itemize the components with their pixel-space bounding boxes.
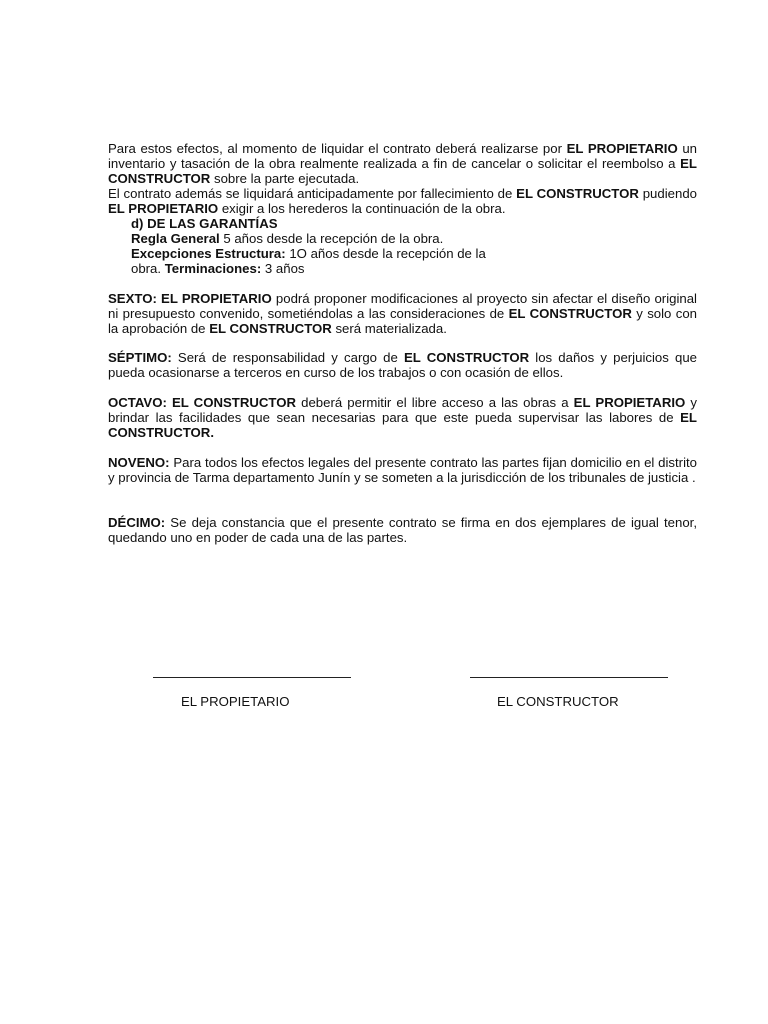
garantias-terminaciones-label: Terminaciones: xyxy=(164,261,262,276)
contractor-signature-line xyxy=(470,677,668,678)
garantias-general-text: 5 años desde la recepción de la obra. xyxy=(219,231,444,246)
contractor-party-name: EL CONSTRUCTOR xyxy=(516,186,639,201)
intro-text: Para estos efectos, al momento de liquidar el contrato deberá realizarse por xyxy=(108,141,567,156)
intro-text: sobre la parte ejecutada. xyxy=(210,171,360,187)
clause-text: Será de responsabilidad y cargo de xyxy=(171,350,404,365)
clause-septimo-label: SÉPTIMO: xyxy=(108,350,172,365)
clause-decimo xyxy=(108,515,697,545)
clause-text: y solo con la aprobación de xyxy=(108,306,697,337)
contractor-party-name: EL CONSTRUCTOR xyxy=(108,156,697,187)
clause-sexto-label: SEXTO: EL PROPIETARIO xyxy=(108,291,272,306)
garantias-estructura-text: 1O años desde la recepción de la xyxy=(285,246,486,261)
garantias-terminaciones xyxy=(131,261,305,276)
contractor-party-name: EL CONSTRUCTOR xyxy=(209,321,332,337)
clause-sexto xyxy=(108,291,697,337)
clause-octavo xyxy=(108,395,697,441)
clause-text: los daños y perjuicios que pueda ocasionarse a terceros en curso de los trabajos o con ocasión de ellos. xyxy=(108,350,697,381)
garantias-estructura xyxy=(131,246,486,261)
owner-party-name: EL PROPIETARIO xyxy=(108,201,219,217)
clause-noveno xyxy=(108,455,697,485)
clause-text: deberá permitir el libre acceso a las obras a xyxy=(296,395,574,410)
clause-decimo-label: DÉCIMO: xyxy=(108,515,166,530)
clause-octavo-label: OCTAVO: EL CONSTRUCTOR xyxy=(108,395,297,410)
owner-party-name: EL PROPIETARIO xyxy=(573,395,686,410)
contractor-signature-label: EL CONSTRUCTOR xyxy=(497,694,619,709)
clause-text: podrá proponer modificaciones al proyecto sin afectar el diseño original ni presupuesto convenido, sometiéndolas a las consideraciones de xyxy=(108,291,697,322)
clause-text: y brindar las facilidades que sean necesarias para que este pueda supervisar las labores de xyxy=(108,395,697,426)
garantias-general xyxy=(131,231,443,246)
garantias-terminaciones-text: 3 años xyxy=(261,261,305,276)
intro-text: exigir a los herederos la continuación de la obra. xyxy=(218,201,506,217)
clause-text: será materializada. xyxy=(331,321,447,337)
clause-noveno-label: NOVENO: xyxy=(108,455,170,470)
garantias-heading: d) DE LAS GARANTÍAS xyxy=(131,216,278,231)
owner-signature-line xyxy=(153,677,351,678)
intro-paragraph-2 xyxy=(108,186,697,216)
garantias-estructura-label: Excepciones Estructura: xyxy=(131,246,286,261)
owner-party-name: EL PROPIETARIO xyxy=(566,141,678,156)
intro-text: un inventario y tasación de la obra realmente realizada a fin de cancelar o solicitar el reembolso a xyxy=(108,141,697,172)
intro-paragraph-1 xyxy=(108,141,697,187)
garantias-obra-text: obra. xyxy=(131,261,165,276)
clause-text: Se deja constancia que el presente contrato se firma en dos ejemplares de igual tenor, quedando uno en poder de cada una de las partes. xyxy=(108,515,697,546)
contractor-party-name: EL CONSTRUCTOR xyxy=(508,306,632,322)
contractor-party-name: EL CONSTRUCTOR. xyxy=(108,410,697,441)
owner-signature-label: EL PROPIETARIO xyxy=(181,694,290,709)
garantias-general-label: Regla General xyxy=(131,231,220,246)
contractor-party-name: EL CONSTRUCTOR xyxy=(404,350,530,365)
clause-text: Para todos los efectos legales del presente contrato las partes fijan domicilio en el distrito y provincia de Tarma departamento Junín y se someten a la jurisdicción de los tribunales de justicia . xyxy=(108,455,697,486)
clause-septimo xyxy=(108,350,697,380)
intro-text: El contrato además se liquidará anticipadamente por fallecimiento de xyxy=(108,186,517,201)
intro-text: pudiendo xyxy=(638,186,697,201)
